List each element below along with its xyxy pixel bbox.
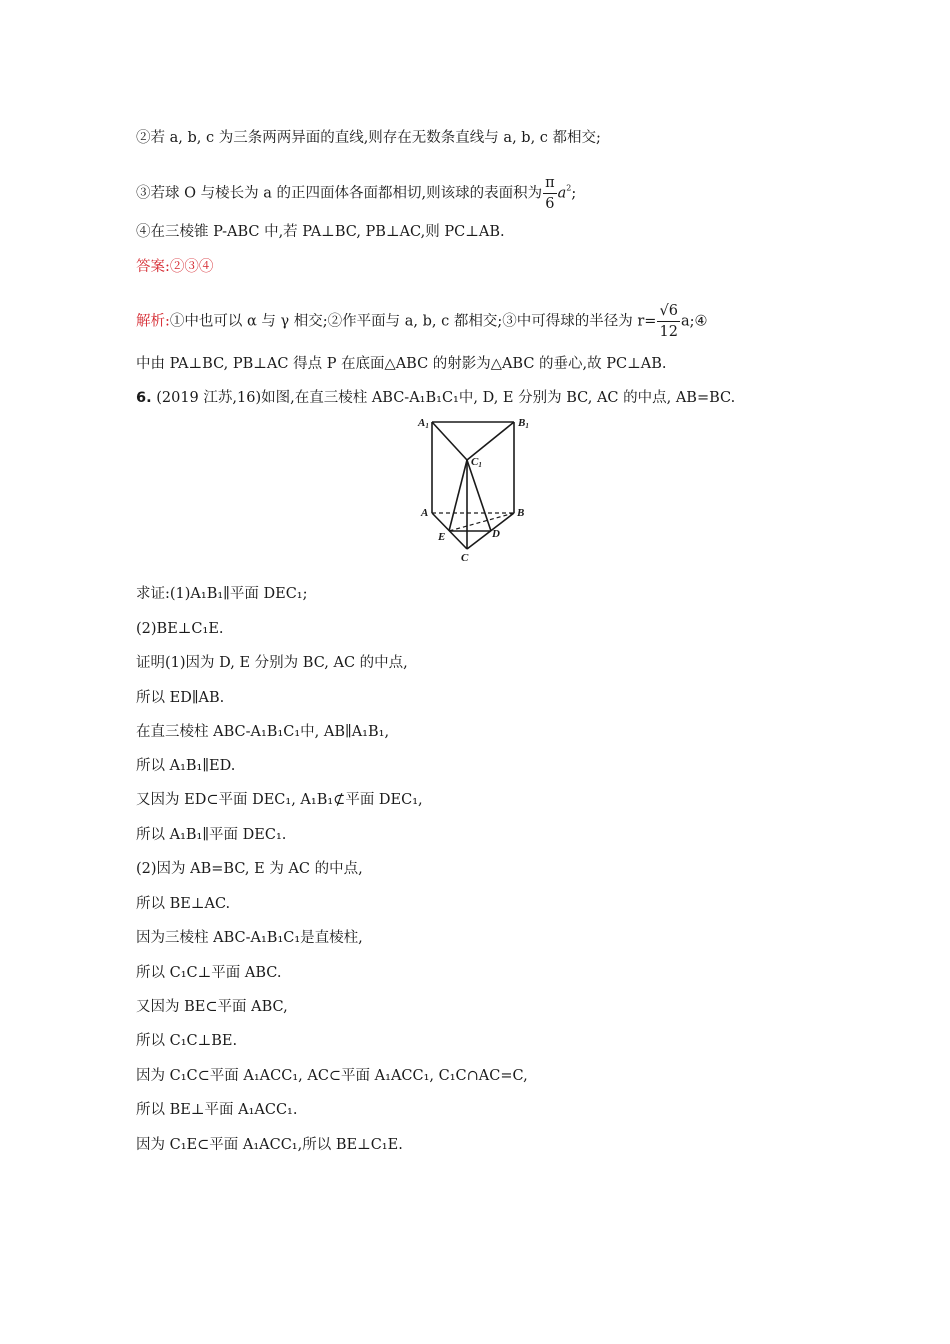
analysis-label: 解析: bbox=[136, 313, 170, 330]
label-c: C bbox=[461, 552, 469, 564]
proof-line: 所以 BE⊥AC. bbox=[136, 896, 231, 912]
edge-b1-c1 bbox=[467, 422, 514, 460]
proof-line: (2)BE⊥C₁E. bbox=[136, 621, 224, 637]
label-b1: B1 bbox=[518, 417, 529, 430]
statement-4: ④在三棱锥 P-ABC 中,若 PA⊥BC, PB⊥AC,则 PC⊥AB. bbox=[136, 224, 505, 240]
fraction-numerator: π bbox=[543, 173, 557, 194]
fraction-numerator bbox=[657, 301, 679, 322]
label-b: B bbox=[517, 507, 525, 519]
fraction-pi-over-6 bbox=[543, 173, 557, 214]
label-c1: C1 bbox=[471, 456, 482, 469]
proof-line: 所以 A₁B₁∥平面 DEC₁. bbox=[136, 827, 287, 843]
fraction-sqrt6-over-12 bbox=[657, 301, 679, 342]
statement-3-text: ③若球 O 与棱长为 a 的正四面体各面都相切,则该球的表面积为 bbox=[136, 185, 543, 202]
proof-line: 因为 C₁C⊂平面 A₁ACC₁, AC⊂平面 A₁ACC₁, C₁C∩AC=C, bbox=[136, 1068, 528, 1084]
answer-value: ②③④ bbox=[169, 259, 214, 275]
proof-line: 证明(1)因为 D, E 分别为 BC, AC 的中点, bbox=[136, 655, 408, 671]
edge-a1-c1 bbox=[432, 422, 467, 460]
exponent: 2 bbox=[566, 183, 572, 193]
semicolon: ; bbox=[571, 185, 577, 202]
problem-text: (2019 江苏,16)如图,在直三棱柱 ABC-A₁B₁C₁中, D, E 分别为 BC, AC 的中点, AB=BC. bbox=[156, 390, 736, 406]
proof-line: 所以 A₁B₁∥ED. bbox=[136, 758, 236, 774]
answer-label: 答案: bbox=[136, 259, 170, 275]
label-a1: A1 bbox=[418, 417, 429, 430]
proof-line: (2)因为 AB=BC, E 为 AC 的中点, bbox=[136, 861, 363, 877]
proof-line: 所以 C₁C⊥BE. bbox=[136, 1033, 238, 1049]
answer-line bbox=[136, 257, 213, 277]
proof-line: 所以 ED∥AB. bbox=[136, 690, 225, 706]
proof-line: 求证:(1)A₁B₁∥平面 DEC₁; bbox=[136, 586, 308, 602]
proof-line: 在直三棱柱 ABC-A₁B₁C₁中, AB∥A₁B₁, bbox=[136, 724, 390, 740]
proof-line: 所以 BE⊥平面 A₁ACC₁. bbox=[136, 1102, 298, 1118]
label-e: E bbox=[438, 531, 446, 543]
segment-c1-e bbox=[449, 460, 467, 531]
hidden-segment-b-e bbox=[449, 513, 514, 531]
statement-2: ②若 a, b, c 为三条两两异面的直线,则存在无数条直线与 a, b, c 都相交; bbox=[136, 130, 601, 146]
analysis-text: ①中也可以 α 与 γ 相交;②作平面与 a, b, c 都相交;③中可得球的半径为 r= bbox=[169, 313, 657, 330]
radicand: 6 bbox=[668, 303, 678, 319]
proof-line: 所以 C₁C⊥平面 ABC. bbox=[136, 965, 282, 981]
fraction-denominator: 6 bbox=[545, 196, 555, 212]
analysis-text-end: a;④ bbox=[680, 313, 708, 330]
statement-3 bbox=[136, 173, 576, 214]
label-a: A bbox=[421, 507, 429, 519]
problem-6 bbox=[136, 388, 735, 408]
segment-c1-d bbox=[467, 460, 491, 531]
label-d: D bbox=[492, 528, 500, 540]
proof-line: 因为三棱柱 ABC-A₁B₁C₁是直棱柱, bbox=[136, 930, 363, 946]
prism-figure bbox=[410, 412, 540, 566]
proof-line: 又因为 ED⊂平面 DEC₁, A₁B₁⊄平面 DEC₁, bbox=[136, 792, 423, 808]
analysis-line-2: 中由 PA⊥BC, PB⊥AC 得点 P 在底面△ABC 的射影为△ABC 的垂心,故 PC⊥AB. bbox=[136, 356, 667, 372]
variable-a: a bbox=[557, 185, 567, 202]
proof-line: 因为 C₁E⊂平面 A₁ACC₁,所以 BE⊥C₁E. bbox=[136, 1137, 403, 1153]
fraction-denominator: 12 bbox=[659, 324, 678, 340]
proof-line: 又因为 BE⊂平面 ABC, bbox=[136, 999, 288, 1015]
analysis-line-1 bbox=[136, 301, 707, 342]
sqrt-symbol: √ bbox=[659, 303, 669, 319]
problem-number: 6. bbox=[136, 390, 152, 406]
